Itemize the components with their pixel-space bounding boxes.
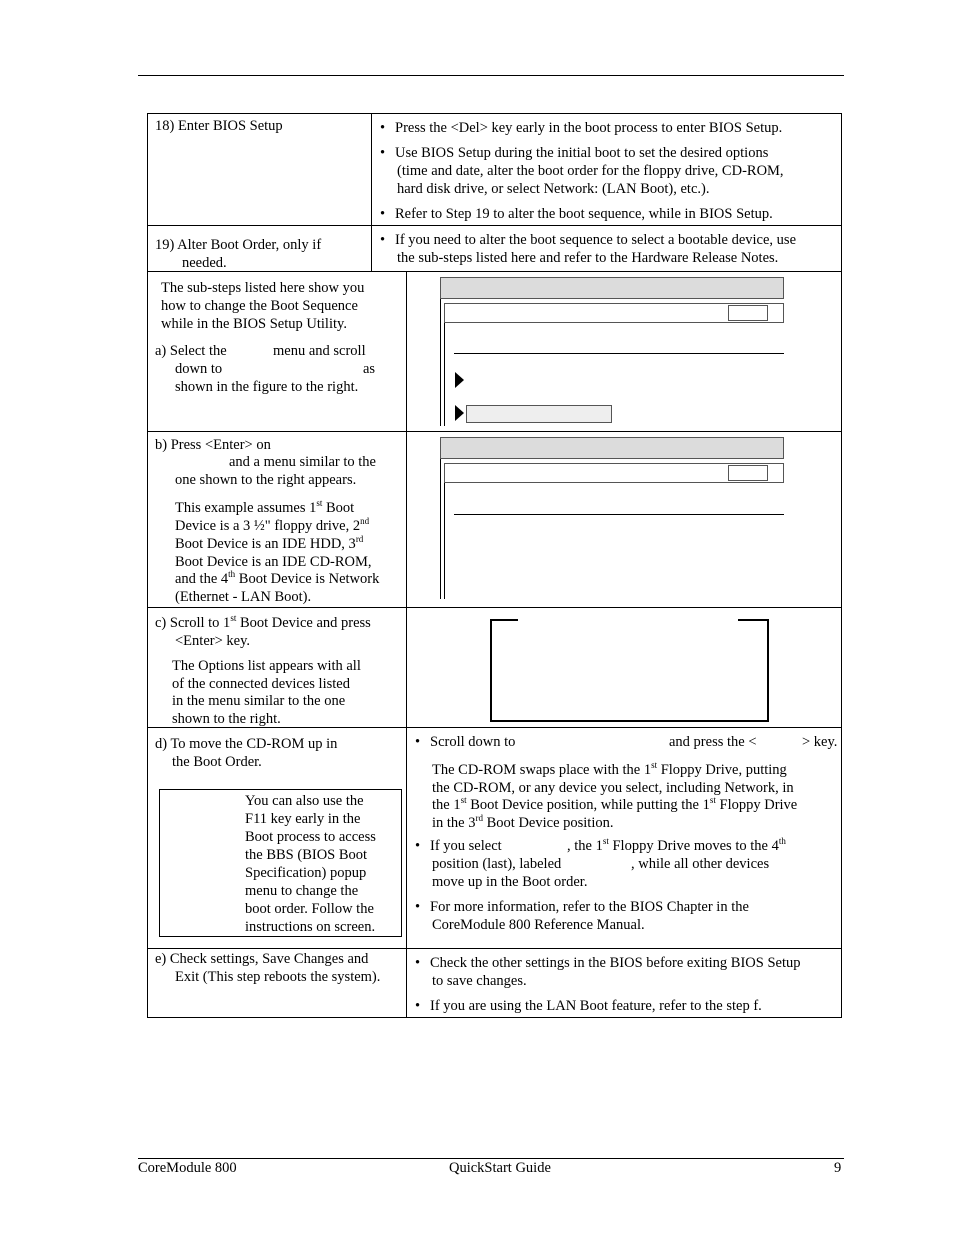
bullet: • bbox=[415, 998, 421, 1014]
substep-b-line-1: b) Press <Enter> on bbox=[155, 437, 271, 453]
note-line-1: You can also use the bbox=[245, 793, 364, 809]
note-line-2: F11 key early in the bbox=[245, 811, 361, 827]
substep-a-line-2a: down to bbox=[175, 361, 223, 377]
row-divider bbox=[147, 431, 842, 432]
row-divider bbox=[147, 607, 842, 608]
page-number: 9 bbox=[834, 1160, 842, 1176]
bullet: • bbox=[415, 838, 421, 854]
select-line-1a: If you select bbox=[430, 838, 502, 854]
row-divider bbox=[147, 225, 842, 226]
substep-a-line-3: shown in the figure to the right. bbox=[175, 379, 359, 395]
step-18-label: 18) Enter BIOS Setup bbox=[155, 118, 283, 134]
options-line-4: shown to the right. bbox=[172, 711, 281, 727]
options-line-3: in the menu similar to the one bbox=[172, 693, 346, 709]
bullet: • bbox=[415, 955, 421, 971]
substeps-intro-line-1: The sub-steps listed here show you bbox=[161, 280, 365, 296]
step-18-bullet-2-line-2: (time and date, alter the boot order for the floppy drive, CD-ROM, bbox=[397, 163, 784, 179]
bullet: • bbox=[380, 206, 386, 222]
select-line-2a: position (last), labeled bbox=[432, 856, 562, 872]
column-divider bbox=[371, 113, 372, 271]
substep-c-line-1: c) Scroll to 1st Boot Device and press bbox=[155, 613, 371, 631]
swap-line-4: in the 3rd Boot Device position. bbox=[432, 813, 614, 831]
step-19-label-line-2: needed. bbox=[182, 255, 227, 271]
footer-rule bbox=[138, 1158, 844, 1159]
example-line-5: and the 4th Boot Device is Network bbox=[175, 569, 380, 587]
options-line-2: of the connected devices listed bbox=[172, 676, 350, 692]
example-line-6: (Ethernet - LAN Boot). bbox=[175, 589, 312, 605]
footer-product: CoreModule 800 bbox=[138, 1160, 237, 1176]
note-line-4: the BBS (BIOS Boot bbox=[245, 847, 368, 863]
arrow-right-icon bbox=[455, 405, 464, 421]
bullet: • bbox=[380, 232, 386, 248]
substep-d-line-2: the Boot Order. bbox=[172, 754, 262, 770]
row-divider bbox=[147, 271, 842, 272]
substep-c-line-2: <Enter> key. bbox=[175, 633, 250, 649]
arrow-right-icon bbox=[455, 372, 464, 388]
row-divider bbox=[147, 948, 842, 949]
note-line-6: menu to change the bbox=[245, 883, 359, 899]
step-e-bullet-1-line-1: Check the other settings in the BIOS before exiting BIOS Setup bbox=[430, 955, 801, 971]
more-info-line-1: For more information, refer to the BIOS Chapter in the bbox=[430, 899, 749, 915]
scroll-instruction-b: and press the < bbox=[669, 734, 757, 750]
step-18-bullet-1: Press the <Del> key early in the boot process to enter BIOS Setup. bbox=[395, 120, 783, 136]
substep-d-line-1: d) To move the CD-ROM up in bbox=[155, 736, 338, 752]
bullet: • bbox=[415, 734, 421, 750]
step-18-bullet-3: Refer to Step 19 to alter the boot sequence, while in BIOS Setup. bbox=[395, 206, 773, 222]
step-18-bullet-2-line-3: hard disk drive, or select Network: (LAN Boot), etc.). bbox=[397, 181, 710, 197]
note-line-7: boot order. Follow the bbox=[245, 901, 374, 917]
bullet: • bbox=[415, 899, 421, 915]
step-19-label-line-1: 19) Alter Boot Order, only if bbox=[155, 237, 322, 253]
column-divider bbox=[406, 271, 407, 1018]
substep-a-line-2b: as bbox=[363, 361, 376, 377]
select-line-3: move up in the Boot order. bbox=[432, 874, 588, 890]
options-line-1: The Options list appears with all bbox=[172, 658, 361, 674]
bullet: • bbox=[380, 120, 386, 136]
substeps-intro-line-3: while in the BIOS Setup Utility. bbox=[161, 316, 347, 332]
example-line-4: Boot Device is an IDE CD-ROM, bbox=[175, 554, 372, 570]
substep-b-line-3: one shown to the right appears. bbox=[175, 472, 357, 488]
note-line-8: instructions on screen. bbox=[245, 919, 376, 935]
more-info-line-2: CoreModule 800 Reference Manual. bbox=[432, 917, 645, 933]
swap-line-3: the 1st Boot Device position, while putting the 1st Floppy Drive bbox=[432, 795, 798, 813]
substep-e-line-1: e) Check settings, Save Changes and bbox=[155, 951, 369, 967]
bullet: • bbox=[380, 145, 386, 161]
example-line-3: Boot Device is an IDE HDD, 3rd bbox=[175, 534, 364, 552]
substep-b-line-2: and a menu similar to the bbox=[229, 454, 376, 470]
swap-line-1: The CD-ROM swaps place with the 1st Floppy Drive, putting bbox=[432, 760, 787, 778]
step-19-bullet-line-1: If you need to alter the boot sequence to select a bootable device, use bbox=[395, 232, 797, 248]
header-rule bbox=[138, 75, 844, 76]
substep-a-line-1a: a) Select the bbox=[155, 343, 227, 359]
step-18-bullet-2-line-1: Use BIOS Setup during the initial boot to set the desired options bbox=[395, 145, 769, 161]
substep-a-line-1b: menu and scroll bbox=[273, 343, 366, 359]
step-19-bullet-line-2: the sub-steps listed here and refer to the Hardware Release Notes. bbox=[397, 250, 779, 266]
substeps-intro-line-2: how to change the Boot Sequence bbox=[161, 298, 358, 314]
substep-e-line-2: Exit (This step reboots the system). bbox=[175, 969, 381, 985]
step-e-bullet-2: If you are using the LAN Boot feature, refer to the step f. bbox=[430, 998, 762, 1014]
select-line-2b: , while all other devices bbox=[631, 856, 770, 872]
scroll-instruction-a: Scroll down to bbox=[430, 734, 516, 750]
step-e-bullet-1-line-2: to save changes. bbox=[432, 973, 527, 989]
select-line-1b: , the 1st Floppy Drive moves to the 4th bbox=[567, 836, 786, 854]
footer-title: QuickStart Guide bbox=[449, 1160, 551, 1176]
example-line-1: This example assumes 1st Boot bbox=[175, 498, 355, 516]
example-line-2: Device is a 3 ½" floppy drive, 2nd bbox=[175, 516, 370, 534]
note-line-5: Specification) popup bbox=[245, 865, 367, 881]
note-line-3: Boot process to access bbox=[245, 829, 376, 845]
scroll-instruction-c: > key. bbox=[802, 734, 838, 750]
swap-line-2: the CD-ROM, or any device you select, including Network, in bbox=[432, 780, 794, 796]
